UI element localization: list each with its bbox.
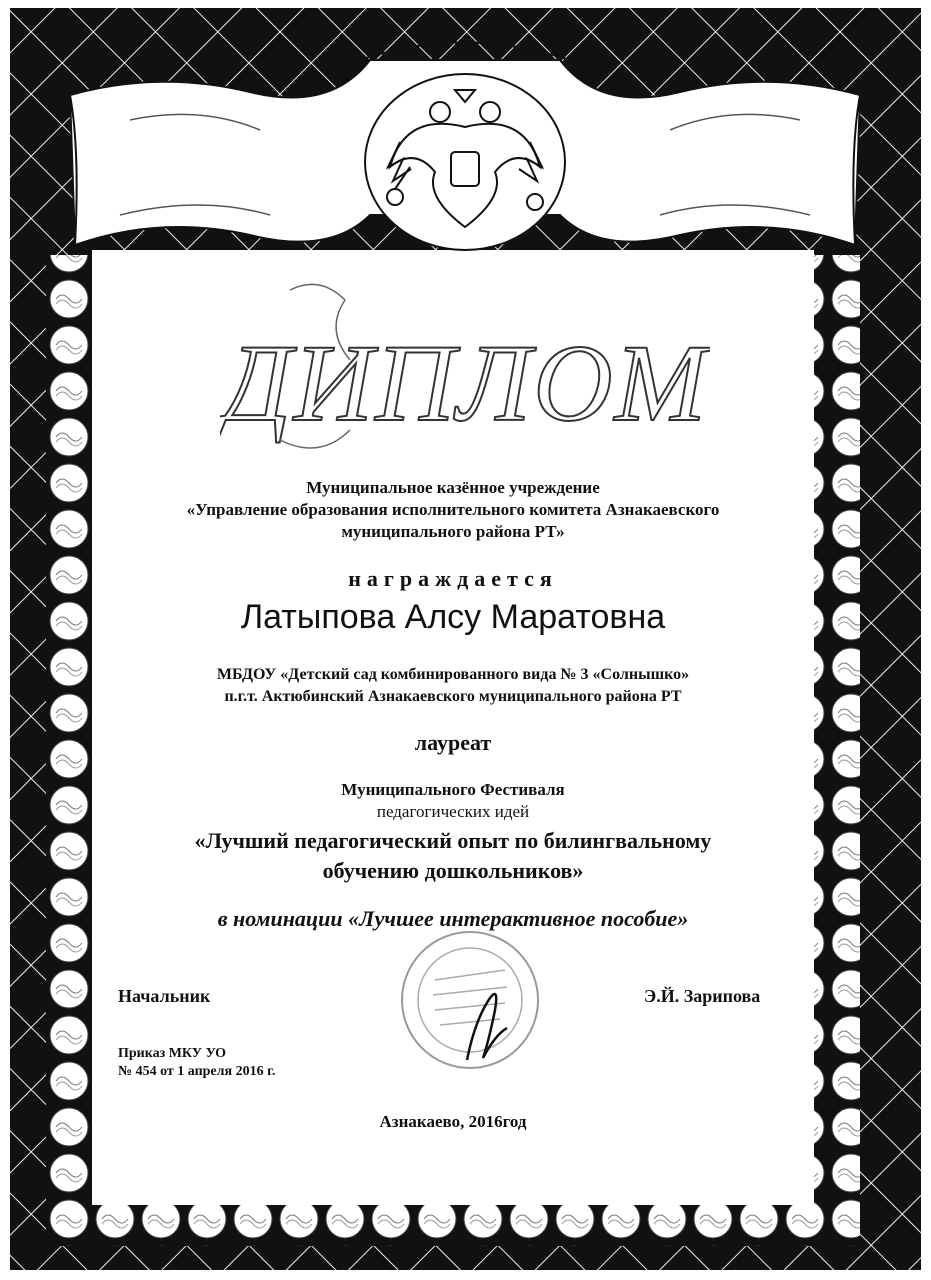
- organization-line-3: муниципального района РТ»: [341, 522, 565, 541]
- place-and-year: Азнакаево, 2016год: [379, 1112, 527, 1131]
- festival-line-2: педагогических идей: [376, 802, 530, 821]
- diploma-title-word: [220, 270, 710, 470]
- recipient-name: Латыпова Алсу Маратовна: [240, 598, 666, 636]
- organization-line-2: «Управление образования исполнительного комитета Азнакаевского: [186, 500, 720, 519]
- institution-line-2: п.г.т. Актюбинский Азнакаевского муниципального района РТ: [224, 688, 682, 705]
- organization-line-1: Муниципальное казённое учреждение: [306, 478, 600, 497]
- nomination-line: в номинации «Лучшее интерактивное пособие»: [217, 906, 689, 931]
- diploma-title-text: ДИПЛОМ: [221, 322, 709, 444]
- order-line-1: Приказ МКУ УО: [118, 1046, 227, 1061]
- festival-line-3: «Лучший педагогический опыт по билингвальному: [194, 828, 712, 853]
- order-line-2: № 454 от 1 апреля 2016 г.: [118, 1064, 276, 1079]
- double-headed-eagle-emblem: [355, 72, 575, 252]
- chief-title: Начальник: [118, 986, 211, 1006]
- festival-line-4: обучению дошкольников»: [322, 858, 584, 883]
- signature: [455, 980, 515, 1065]
- award-status: лауреат: [414, 730, 492, 755]
- institution-line-1: МБДОУ «Детский сад комбинированного вида № 3 «Солнышко»: [216, 666, 690, 683]
- festival-line-1: Муниципального Фестиваля: [341, 780, 565, 799]
- awarded-label: награждается: [348, 566, 558, 591]
- signer-name: Э.Й. Зарипова: [644, 986, 761, 1006]
